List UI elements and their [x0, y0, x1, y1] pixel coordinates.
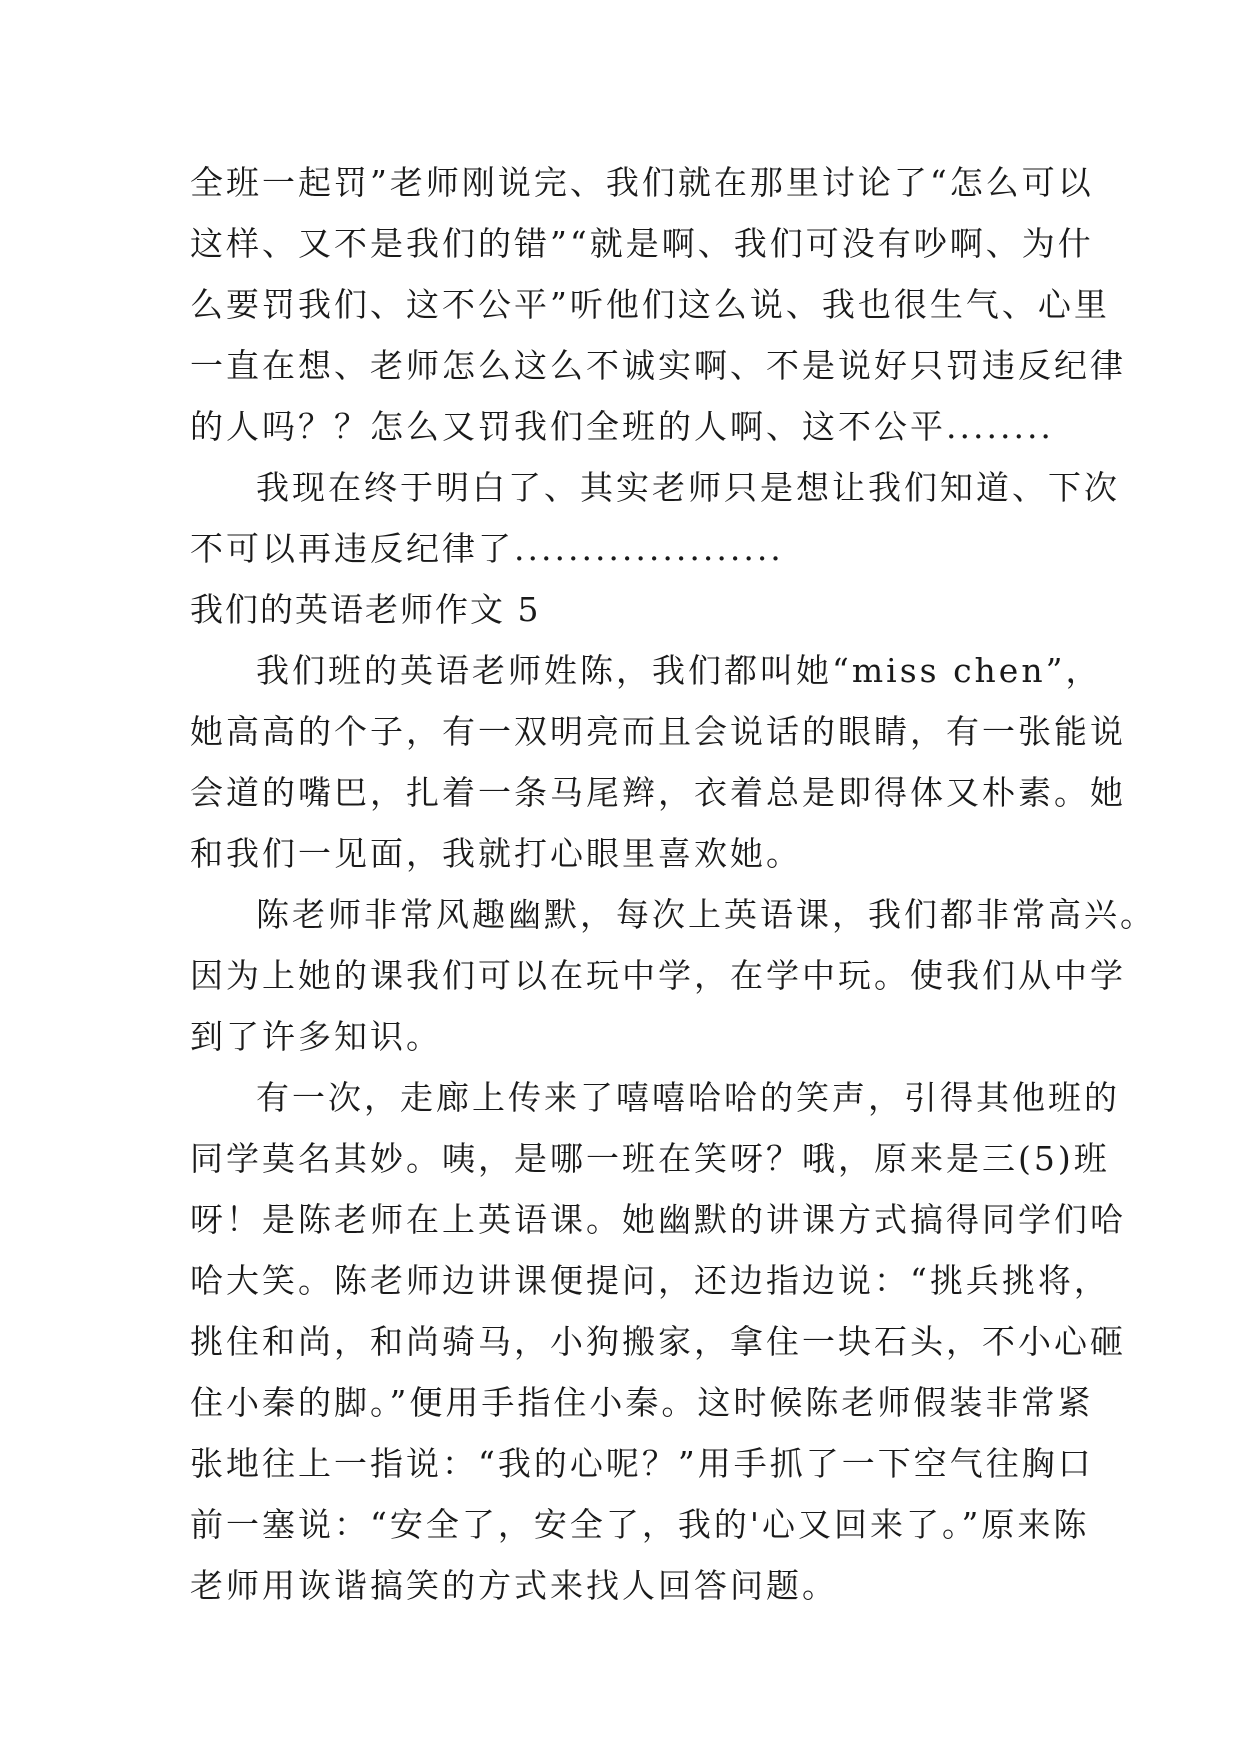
paragraph-line: 住小秦的脚。”便用手指住小秦。这时候陈老师假装非常紧	[190, 1383, 1094, 1422]
section-heading: 我们的英语老师作文 5	[190, 590, 541, 629]
paragraph-line: 有一次，走廊上传来了嘻嘻哈哈的笑声，引得其他班的	[256, 1078, 1120, 1117]
paragraph-2	[190, 457, 1120, 579]
paragraph-line: 到了许多知识。	[190, 1017, 442, 1056]
paragraph-line: 我们班的英语老师姓陈，我们都叫她“miss chen”，	[256, 651, 1102, 690]
paragraph-line: 会道的嘴巴，扎着一条马尾辫，衣着总是即得体又朴素。她	[190, 773, 1126, 812]
paragraph-3	[190, 640, 1126, 884]
paragraph-line: 张地往上一指说：“我的心呢？”用手抓了一下空气往胸口	[190, 1444, 1094, 1483]
paragraph-line: 这样、又不是我们的错”“就是啊、我们可没有吵啊、为什	[190, 224, 1094, 263]
paragraph-line: 呀！是陈老师在上英语课。她幽默的讲课方式搞得同学们哈	[190, 1200, 1126, 1239]
paragraph-line: 老师用诙谐搞笑的方式来找人回答问题。	[190, 1566, 838, 1605]
paragraph-line: 哈大笑。陈老师边讲课便提问，还边指边说：“挑兵挑将，	[190, 1261, 1110, 1300]
paragraph-4	[190, 884, 1156, 1067]
paragraph-line: 不可以再违反纪律了....................	[190, 529, 784, 568]
document-body	[190, 152, 1156, 1616]
paragraph-line: 和我们一见面，我就打心眼里喜欢她。	[190, 834, 802, 873]
paragraph-line: 一直在想、老师怎么这么不诚实啊、不是说好只罚违反纪律	[190, 346, 1126, 385]
paragraph-line: 陈老师非常风趣幽默，每次上英语课，我们都非常高兴。	[256, 895, 1156, 934]
paragraph-line: 的人吗？？怎么又罚我们全班的人啊、这不公平........	[190, 407, 1054, 446]
paragraph-line: 全班一起罚”老师刚说完、我们就在那里讨论了“怎么可以	[190, 163, 1094, 202]
paragraph-line: 挑住和尚，和尚骑马，小狗搬家，拿住一块石头，不小心砸	[190, 1322, 1126, 1361]
paragraph-5	[190, 1067, 1126, 1616]
paragraph-line: 我现在终于明白了、其实老师只是想让我们知道、下次	[256, 468, 1120, 507]
paragraph-line: 同学莫名其妙。咦，是哪一班在笑呀？哦，原来是三(5)班	[190, 1139, 1110, 1178]
paragraph-1	[190, 152, 1126, 457]
paragraph-line: 因为上她的课我们可以在玩中学，在学中玩。使我们从中学	[190, 956, 1126, 995]
paragraph-line: 么要罚我们、这不公平”听他们这么说、我也很生气、心里	[190, 285, 1110, 324]
paragraph-line: 她高高的个子，有一双明亮而且会说话的眼睛，有一张能说	[190, 712, 1126, 751]
paragraph-line: 前一塞说：“安全了，安全了，我的'心又回来了。”原来陈	[190, 1505, 1090, 1544]
